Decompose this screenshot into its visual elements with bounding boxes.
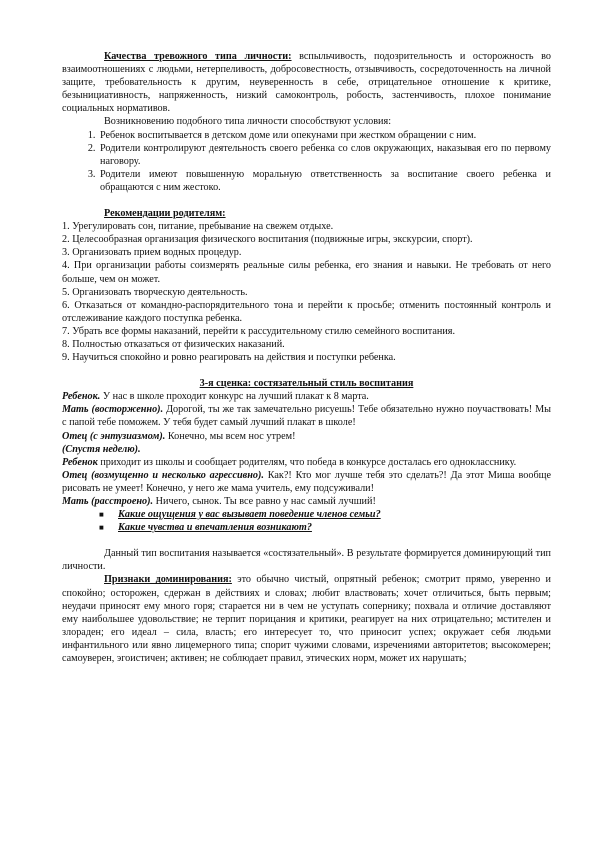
- recommendation-item: 7. Убрать все формы наказаний, перейти к рассудительному стилю семейного воспитания.: [62, 325, 456, 337]
- dialogue-speaker: Ребенок: [62, 456, 98, 468]
- condition-item: 2. Родители контролируют деятельность своего ребенка со слов окружающих, наказывая его по первому наговору.: [98, 142, 551, 168]
- recommendation-item: 1. Урегулировать сон, питание, пребывание на свежем отдыхе.: [62, 221, 334, 233]
- dialogue-line: [62, 456, 551, 469]
- dialogue-text: Конечно, мы всем нос утрем!: [165, 430, 296, 442]
- signs-heading: Признаки доминирования:: [104, 574, 232, 586]
- intro-heading: Качества тревожного типа личности:: [104, 51, 292, 62]
- scene-title-line: [62, 377, 551, 390]
- dialogue-speaker: Отец (с энтузиазмом).: [62, 430, 166, 442]
- dialogue-speaker: Отец (возмущенно и несколько агрессивно).: [62, 469, 264, 481]
- dialogue-line: [62, 469, 551, 495]
- dialogue-text: Как?! Кто мог лучше тебя это сделать?! Да этот Миша вообще рисовать не умеет! Конечно, у него же мама учитель, ему подсуживали!: [62, 469, 551, 494]
- recommendation-item: 3. Организовать прием водных процедур.: [62, 247, 242, 259]
- dialogue-line: [62, 443, 551, 456]
- scene-title: 3-я сценка: состязательный стиль воспитания: [199, 378, 414, 390]
- dialogue-text: приходит из школы и сообщает родителям, что победа в конкурсе досталась его однокласснику.: [97, 456, 517, 468]
- question-text: Какие чувства и впечатления возникают?: [118, 522, 312, 534]
- condition-item: 1. Ребенок воспитывается в детском доме или опекунами при жестком обращении с ним.: [98, 129, 551, 142]
- dialogue-speaker: Мать (восторженно).: [62, 404, 164, 416]
- dialogue-line: [62, 495, 551, 508]
- dialogue-speaker: (Спустя неделю).: [62, 443, 141, 455]
- recommendation-item: 9. Научиться спокойно и ровно реагировать на действия и поступки ребенка.: [62, 352, 396, 364]
- dialogue-text: У нас в школе проходит конкурс на лучший плакат к 8 марта.: [100, 391, 369, 403]
- recommendation-item: 4. При организации работы соизмерять реальные силы ребенка, его знания и навыки. Не требовать от него больше, чем он может.: [62, 260, 551, 285]
- square-bullet-icon: ■: [99, 510, 104, 520]
- question-item: [99, 508, 551, 521]
- recommendation-item: 6. Отказаться от командно-распорядительного тона и перейти к просьбе; отменить постоянный контроль и отслеживание каждого поступка ребенка.: [62, 299, 551, 324]
- conditions-intro: Возникновению подобного типа личности способствуют условия:: [104, 116, 392, 128]
- recommendation-item: 2. Целесообразная организация физического воспитания (подвижные игры, экскурсии, спорт).: [62, 234, 473, 246]
- conclusion-paragraph: Данный тип воспитания называется «состязательный». В результате формируется доминирующий тип личности.: [62, 548, 551, 573]
- intro-paragraph: [62, 50, 551, 115]
- recommendation-item: 8. Полностью отказаться от физических наказаний.: [62, 338, 285, 350]
- conditions-list: [62, 129, 551, 194]
- spacer: [62, 534, 551, 547]
- intro-text: вспыльчивость, подозрительность и осторожность во взаимоотношениях с людьми, нетерпеливость, добросовестность, отзывчивость, сосредоточенность на личной защите, требовательность к другим, неуверенность в себе, отрицательное отношение к критике, безынициативность, напряженность, низкий самоконтроль, робость, застенчивость, плохое понимание социальных нормативов.: [62, 51, 551, 115]
- recommendations-heading: Рекомендации родителям:: [104, 208, 226, 220]
- dialogue-text: Дорогой, ты же так замечательно рисуешь! Тебе обязательно нужно поучаствовать! Мы с папой тебе поможем. У тебя будет самый лучший плакат в школе!: [62, 404, 551, 429]
- dialogue-speaker: Мать (расстроено).: [62, 496, 154, 507]
- recommendation-item: 5. Организовать творческую деятельность.: [62, 286, 248, 298]
- dialogue-line: [62, 390, 551, 403]
- signs-paragraph: [62, 573, 551, 665]
- scene-questions: [62, 508, 551, 534]
- dialogue-line: [62, 430, 551, 443]
- dialogue-speaker: Ребенок.: [62, 391, 101, 403]
- signs-text: это обычно чистый, опрятный ребенок; смотрит прямо, уверенно и спокойно; осторожен, сдержан в действиях и словах; любит властвовать; хочет отличиться, быть первым; неудачи приносят ему много горя; старается ни в чем не уступать сопернику; похвала и отличие доставляют ему наибольшее удовольствие; не терпит порицания и критики, реагирует на них отрицательно; мстителен и злораден; его идеал – сила, власть; его интересует то, что приносит успех; окружает себя людьми инфантильного или явно лицемерного типа; спорит чужими словами, изречениями авторитетов; высокомерен; самоуверен, эгоистичен; активен; не соблюдает правил, этических норм, может их нарушать;: [62, 574, 551, 665]
- spacer: [62, 194, 551, 207]
- question-text: Какие ощущения у вас вызывает поведение членов семьи?: [118, 509, 381, 521]
- scene-dialogue: [62, 390, 551, 508]
- spacer: [62, 364, 551, 377]
- condition-item: 3. Родители имеют повышенную моральную ответственность за воспитание своего ребенка и обращаются с ним жестоко.: [98, 168, 551, 194]
- recommendations-heading-line: [62, 207, 551, 220]
- dialogue-line: [62, 403, 551, 429]
- dialogue-text: Ничего, сынок. Ты все равно у нас самый лучший!: [153, 496, 376, 507]
- square-bullet-icon: ■: [99, 523, 104, 533]
- question-item: [99, 521, 551, 534]
- recommendations-list: [62, 220, 551, 364]
